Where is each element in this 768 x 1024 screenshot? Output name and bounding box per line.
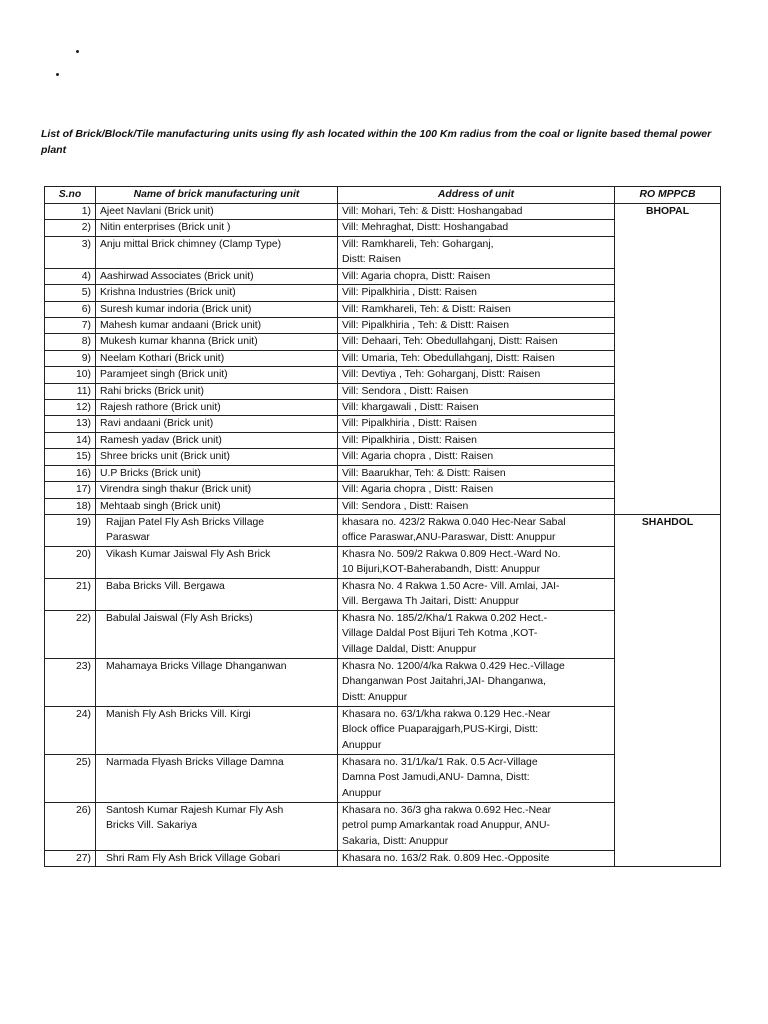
- row-unit-name: Shri Ram Fly Ash Brick Village Gobari: [96, 850, 338, 866]
- table-row: [45, 204, 721, 220]
- row-unit-name: Nitin enterprises (Brick unit ): [96, 220, 338, 236]
- ro-bhopal: BHOPAL: [615, 204, 721, 515]
- header-address: Address of unit: [338, 187, 615, 204]
- row-unit-name: Aashirwad Associates (Brick unit): [96, 268, 338, 284]
- row-address: Vill: Ramkhareli, Teh: Goharganj, Distt: Raisen: [338, 236, 615, 268]
- row-unit-name: Baba Bricks Vill. Bergawa: [96, 578, 338, 610]
- row-address: Khasra No. 1200/4/ka Rakwa 0.429 Hec.-Village Dhanganwan Post Jaitahri,JAI- Dhanganwa, Distt: Anuppur: [338, 658, 615, 706]
- row-address: Khasara no. 63/1/kha rakwa 0.129 Hec.-Near Block office Puaparajgarh,PUS-Kirgi, Distt: Anuppur: [338, 706, 615, 754]
- row-address: Vill: Agaria chopra , Distt: Raisen: [338, 449, 615, 465]
- row-sno: 23): [45, 658, 96, 706]
- row-sno: 25): [45, 754, 96, 802]
- row-address: Vill: Mohari, Teh: & Distt: Hoshangabad: [338, 204, 615, 220]
- row-address: Vill: Sendora , Distt: Raisen: [338, 383, 615, 399]
- row-sno: 22): [45, 610, 96, 658]
- row-sno: 11): [45, 383, 96, 399]
- row-address: Khasra No. 185/2/Kha/1 Rakwa 0.202 Hect.- Village Daldal Post Bijuri Teh Kotma ,KOT- Village Daldal, Distt: Anuppur: [338, 610, 615, 658]
- header-name: Name of brick manufacturing unit: [96, 187, 338, 204]
- row-sno: 26): [45, 802, 96, 850]
- header-sno: S.no: [45, 187, 96, 204]
- row-unit-name: Narmada Flyash Bricks Village Damna: [96, 754, 338, 802]
- row-unit-name: Neelam Kothari (Brick unit): [96, 350, 338, 366]
- brick-units-table: [44, 186, 721, 867]
- row-address: Vill: Pipalkhiria , Distt: Raisen: [338, 432, 615, 448]
- row-address: Vill: Pipalkhiria , Distt: Raisen: [338, 285, 615, 301]
- row-sno: 21): [45, 578, 96, 610]
- row-unit-name: Krishna Industries (Brick unit): [96, 285, 338, 301]
- row-sno: 16): [45, 465, 96, 481]
- row-address: Vill: Dehaari, Teh: Obedullahganj, Distt: Raisen: [338, 334, 615, 350]
- row-address: Vill: Pipalkhiria , Distt: Raisen: [338, 416, 615, 432]
- row-address: Vill: Agaria chopra, Distt: Raisen: [338, 268, 615, 284]
- row-sno: 18): [45, 498, 96, 514]
- row-unit-name: Mahamaya Bricks Village Dhanganwan: [96, 658, 338, 706]
- row-unit-name: Mehtaab singh (Brick unit): [96, 498, 338, 514]
- row-unit-name: U.P Bricks (Brick unit): [96, 465, 338, 481]
- row-sno: 27): [45, 850, 96, 866]
- row-sno: 13): [45, 416, 96, 432]
- row-sno: 9): [45, 350, 96, 366]
- scan-speck: [56, 73, 59, 76]
- row-sno: 1): [45, 204, 96, 220]
- row-address: Vill: Pipalkhiria , Teh: & Distt: Raisen: [338, 318, 615, 334]
- row-sno: 10): [45, 367, 96, 383]
- scan-speck: [76, 50, 79, 53]
- row-sno: 4): [45, 268, 96, 284]
- header-ro: RO MPPCB: [615, 187, 721, 204]
- row-address: Khasra No. 509/2 Rakwa 0.809 Hect.-Ward No. 10 Bijuri,KOT-Baherabandh, Distt: Anuppur: [338, 546, 615, 578]
- row-address: Vill: Baarukhar, Teh: & Distt: Raisen: [338, 465, 615, 481]
- row-unit-name: Santosh Kumar Rajesh Kumar Fly Ash Bricks Vill. Sakariya: [96, 802, 338, 850]
- row-sno: 5): [45, 285, 96, 301]
- row-unit-name: Babulal Jaiswal (Fly Ash Bricks): [96, 610, 338, 658]
- row-sno: 17): [45, 482, 96, 498]
- row-sno: 2): [45, 220, 96, 236]
- row-unit-name: Mukesh kumar khanna (Brick unit): [96, 334, 338, 350]
- row-sno: 7): [45, 318, 96, 334]
- row-address: Khasara no. 31/1/ka/1 Rak. 0.5 Acr-Village Damna Post Jamudi,ANU- Damna, Distt: Anuppur: [338, 754, 615, 802]
- row-unit-name: Rajjan Patel Fly Ash Bricks Village Paraswar: [96, 514, 338, 546]
- row-sno: 8): [45, 334, 96, 350]
- row-address: Vill: Sendora , Distt: Raisen: [338, 498, 615, 514]
- row-unit-name: Virendra singh thakur (Brick unit): [96, 482, 338, 498]
- row-unit-name: Suresh kumar indoria (Brick unit): [96, 301, 338, 317]
- row-address: Khasara no. 36/3 gha rakwa 0.692 Hec.-Near petrol pump Amarkantak road Anuppur, ANU- Sakaria, Distt: Anuppur: [338, 802, 615, 850]
- row-sno: 20): [45, 546, 96, 578]
- row-unit-name: Rajesh rathore (Brick unit): [96, 400, 338, 416]
- row-address: Vill: Agaria chopra , Distt: Raisen: [338, 482, 615, 498]
- row-address: Vill: Ramkhareli, Teh: & Distt: Raisen: [338, 301, 615, 317]
- document-title: List of Brick/Block/Tile manufacturing units using fly ash located within the 100 Km radius from the coal or lignite based themal power plant: [41, 128, 712, 156]
- row-unit-name: Anju mittal Brick chimney (Clamp Type): [96, 236, 338, 268]
- row-unit-name: Shree bricks unit (Brick unit): [96, 449, 338, 465]
- row-sno: 14): [45, 432, 96, 448]
- ro-shahdol: SHAHDOL: [615, 514, 721, 866]
- row-unit-name: Manish Fly Ash Bricks Vill. Kirgi: [96, 706, 338, 754]
- row-sno: 3): [45, 236, 96, 268]
- row-unit-name: Ramesh yadav (Brick unit): [96, 432, 338, 448]
- row-unit-name: Mahesh kumar andaani (Brick unit): [96, 318, 338, 334]
- row-sno: 19): [45, 514, 96, 546]
- row-unit-name: Paramjeet singh (Brick unit): [96, 367, 338, 383]
- row-sno: 12): [45, 400, 96, 416]
- row-sno: 24): [45, 706, 96, 754]
- row-sno: 15): [45, 449, 96, 465]
- table-row: [45, 514, 721, 546]
- row-address: Vill: Devtiya , Teh: Goharganj, Distt: Raisen: [338, 367, 615, 383]
- row-unit-name: Ajeet Navlani (Brick unit): [96, 204, 338, 220]
- row-address: Vill: Umaria, Teh: Obedullahganj, Distt: Raisen: [338, 350, 615, 366]
- row-unit-name: Vikash Kumar Jaiswal Fly Ash Brick: [96, 546, 338, 578]
- row-address: khasara no. 423/2 Rakwa 0.040 Hec-Near Sabal office Paraswar,ANU-Paraswar, Distt: Anuppur: [338, 514, 615, 546]
- row-address: Vill: Mehraghat, Distt: Hoshangabad: [338, 220, 615, 236]
- table-body: [45, 204, 721, 867]
- row-address: Khasara no. 163/2 Rak. 0.809 Hec.-Opposite: [338, 850, 615, 866]
- row-unit-name: Rahi bricks (Brick unit): [96, 383, 338, 399]
- row-address: Khasra No. 4 Rakwa 1.50 Acre- Vill. Amlai, JAI- Vill. Bergawa Th Jaitari, Distt: Anuppur: [338, 578, 615, 610]
- table-header-row: [45, 187, 721, 204]
- row-unit-name: Ravi andaani (Brick unit): [96, 416, 338, 432]
- row-sno: 6): [45, 301, 96, 317]
- row-address: Vill: khargawali , Distt: Raisen: [338, 400, 615, 416]
